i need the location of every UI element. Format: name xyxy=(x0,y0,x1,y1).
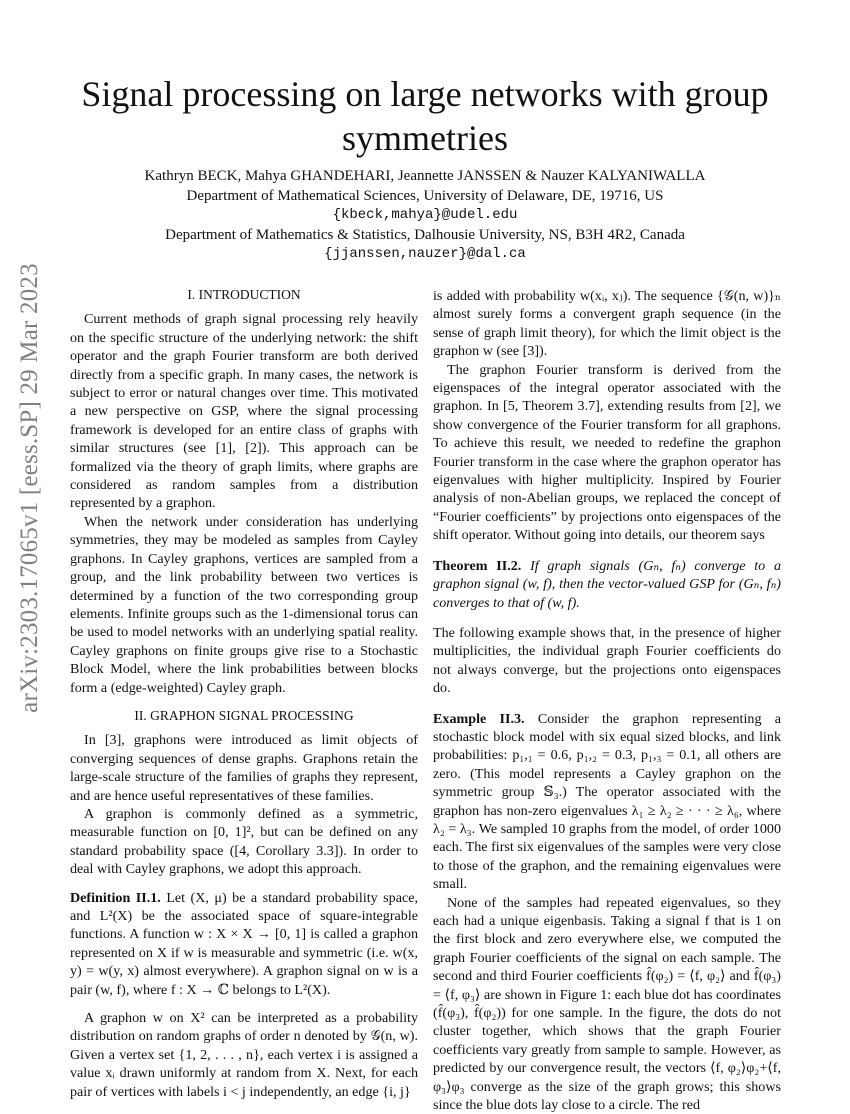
left-column xyxy=(70,286,418,1101)
email-dalhousie: {jjanssen,nauzer}@dal.ca xyxy=(324,246,526,262)
example-text: Consider the graphon representing a stochastic block model with six equal sized blocks, and link probabilities: p₁,₁ = 0.6, p₁,₂ = 0.3, p₁,₃ = 0.1, all others are zero. (This model represents a Cayley graphon on the symmetric group 𝕊₃.) The operator associated with the graphon has non-zero eigenvalues λ₁ ≥ λ₂ ≥ · · · ≥ λ₆, where λ₂ = λ₃. We sampled 10 graphs from the model, of order 1000 each. The first six eigenvalues of the samples were very close to those of the graphon, and the remaining eigenvalues were small. xyxy=(433,710,781,893)
arxiv-side-stamp xyxy=(10,263,50,713)
example-block xyxy=(433,710,781,894)
email-delaware: {kbeck,mahya}@udel.edu xyxy=(332,207,518,223)
author-names: Kathryn BECK, Mahya GHANDEHARI, Jeannette JANSSEN & Nauzer KALYANIWALLA xyxy=(144,168,706,184)
intro-paragraph-2: When the network under consideration has underlying symmetries, they may be modeled as samples from Cayley graphons. In Cayley graphons, vertices are sampled from a group, and the link probability between two vertices is determined by a function of the two corresponding group elements. Infinite groups such as the 1-dimensional torus can be used to model networks with an underlying spatial reality. Cayley graphons on finite groups give rise to a Stochastic Block Model, where the link probabilities between blocks form a (edge-weighted) Cayley graph. xyxy=(70,513,418,696)
theorem-label: Theorem II.2. xyxy=(433,557,522,574)
right-column xyxy=(433,287,781,1114)
definition-label: Definition II.1. xyxy=(70,889,161,906)
section2-paragraph-2: A graphon is commonly defined as a symmetric, measurable function on [0, 1]², but can be defined on any standard probability space ([4, Corollary 3.3]). In order to deal with Cayley graphons, we adopt this approach. xyxy=(70,805,418,878)
definition-block xyxy=(70,889,418,999)
fourier-transform-paragraph: The graphon Fourier transform is derived from the eigenspaces of the integral operator associated with the graphon. In [5, Theorem 3.7], extending results from [2], we show convergence of the Fourier transform for all graphons. To achieve this result, we needed to redefine the graphon Fourier transform in the case where the graphon operator has eigenvalues with higher multiplicity. Inspired by Fourier analysis of non-Abelian groups, we replaced the concept of “Fourier coefficients” by projections onto eigenspaces of the shift operator. Without going into details, our theorem says xyxy=(433,361,781,544)
theorem-block xyxy=(433,557,781,612)
example-label: Example II.3. xyxy=(433,710,525,727)
arxiv-identifier: arXiv:2303.17065v1 [eess.SP] 29 Mar 2023 xyxy=(16,263,43,713)
definition-text: Let (X, μ) be a standard probability space, and L²(X) be the associated space of square-integrable functions. A function w : X × X → [0, 1] is called a graphon represented on X if w is measurable and symmetric (i.e. w(x, y) = w(y, x) almost everywhere). A graphon signal on w is a pair (w, f), where f : X → ℂ belongs to L²(X). xyxy=(70,889,418,998)
section-heading-graphon-signal-processing: II. GRAPHON SIGNAL PROCESSING xyxy=(134,707,354,723)
example-intro-paragraph: The following example shows that, in the presence of higher multiplicities, the individual graph Fourier coefficients do not always converge, but the projections onto eigenspaces do. xyxy=(433,624,781,697)
affiliation-dalhousie: Department of Mathematics & Statistics, Dalhousie University, NS, B3H 4R2, Canada xyxy=(165,226,685,243)
graphon-random-graph-paragraph: A graphon w on X² can be interpreted as a probability distribution on random graphs of order n denoted by 𝒢(n, w). Given a vertex set {1, 2, . . . , n}, each vertex i is assigned a value xᵢ drawn uniformly at random from X. Next, for each pair of vertices with labels i < j independently, an edge {i, j} xyxy=(70,1010,418,1100)
author-block xyxy=(70,167,780,265)
continued-paragraph: is added with probability w(xᵢ, xⱼ). The sequence {𝒢(n, w)}ₙ almost surely forms a convergent graph sequence (in the sense of graph limit theory), for which the limit object is the graphon w (see [3]). xyxy=(433,288,781,360)
paper-title: Signal processing on large networks with group symmetries xyxy=(81,74,769,158)
eigenbasis-paragraph: None of the samples had repeated eigenvalues, so they each had a unique eigenbasis. Taking a signal f that is 1 on the first block and zero everywhere else, we computed the graph Fourier coefficients of the signal on each sample. The second and third Fourier coefficients f̂(φ₂) = ⟨f, φ₂⟩ and f̂(φ₃) = ⟨f, φ₃⟩ are shown in Figure 1: each blue dot has coordinates (f̂(φ₃), f̂(φ₂)) for one sample. In the figure, the dots do not cluster together, which shows that the graph Fourier coefficients vary greatly from sample to sample. However, as predicted by our convergence result, the vectors ⟨f, φ₂⟩φ₂+⟨f, φ₃⟩φ₃ converge as the size of the graph grows; this shows since the blue dots lay close to a circle. The red xyxy=(433,894,781,1114)
affiliation-delaware: Department of Mathematical Sciences, University of Delaware, DE, 19716, US xyxy=(186,187,664,204)
section-heading-introduction: I. INTRODUCTION xyxy=(187,287,301,302)
theorem-text: If graph signals (Gₙ, fₙ) converge to a graphon signal (w, f), then the vector-valued GSP for (Gₙ, fₙ) converges to that of (w, f). xyxy=(433,557,781,611)
intro-paragraph-1: Current methods of graph signal processing rely heavily on the specific structure of the underlying network: the shift operator and the graph Fourier transform are both derived directly from a specific graph. In many cases, the network is subject to error or natural changes over time. This motivated a new perspective on GSP, where the signal processing framework is developed for an entire class of graphs with similar structures (see [1], [2]). This approach can be formalized via the theory of graph limits, where graphs are considered as random samples from a distribution represented by a graphon. xyxy=(70,311,418,512)
section2-paragraph-1: In [3], graphons were introduced as limit objects of converging sequences of dense graphs. Graphons retain the large-scale structure of the families of graphs they represent, and are hence useful representatives of these families. xyxy=(70,732,418,804)
